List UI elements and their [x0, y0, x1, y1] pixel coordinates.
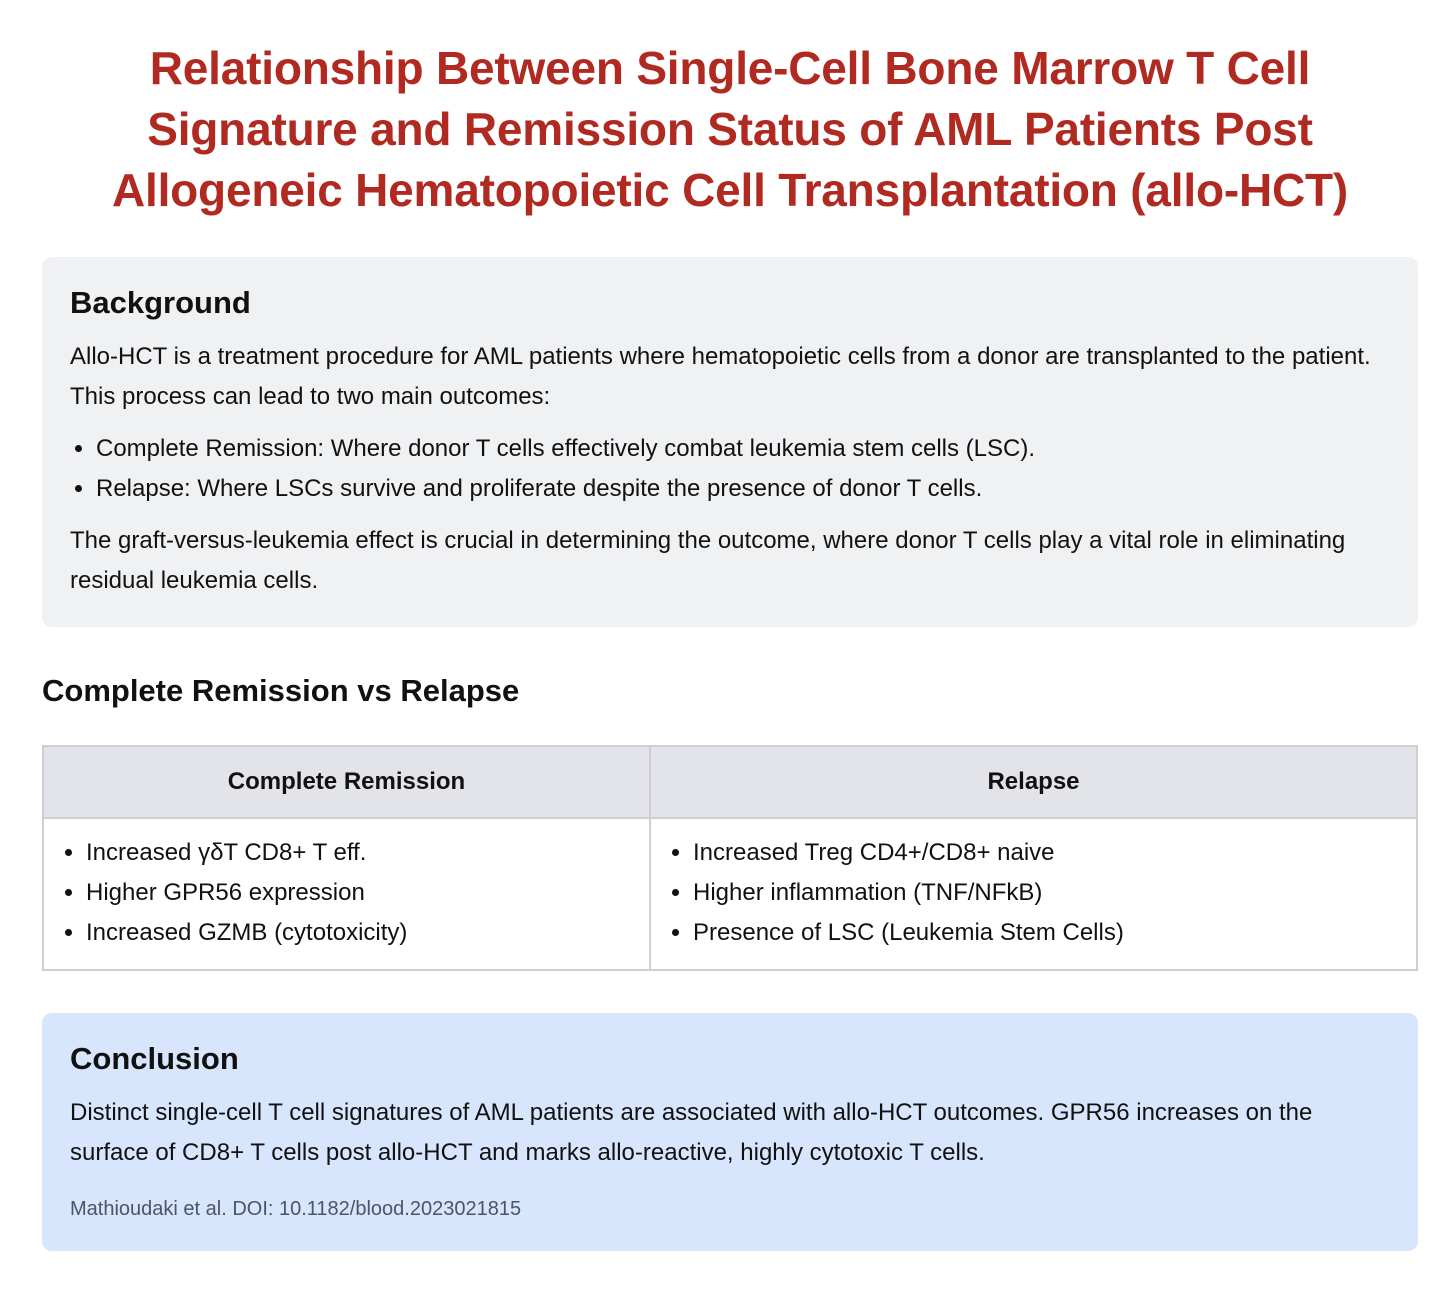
conclusion-heading: Conclusion: [70, 1041, 239, 1076]
remission-cell: [43, 818, 650, 970]
list-item: • Higher inflammation (TNF/NFkB): [693, 873, 1416, 913]
table-header-row: [43, 746, 1417, 818]
relapse-cell: [650, 818, 1417, 970]
relapse-list: [651, 833, 1416, 953]
list-item: • Increased GZMB (cytotoxicity): [86, 913, 649, 953]
remission-list: [44, 833, 649, 953]
citation: Mathioudaki et al. DOI: 10.1182/blood.2023021815: [70, 1198, 522, 1220]
outcome-item-remission: • Complete Remission: Where donor T cells effectively combat leukemia stem cells (LSC).: [96, 429, 1390, 469]
comparison-heading: Complete Remission vs Relapse: [42, 673, 520, 708]
outcome-item-relapse: • Relapse: Where LSCs survive and proliferate despite the presence of donor T cells.: [96, 469, 1390, 509]
column-header-relapse: Relapse: [650, 746, 1417, 818]
background-closing: The graft-versus-leukemia effect is crucial in determining the outcome, where donor T cells play a vital role in eliminating residual leukemia cells.: [70, 527, 1346, 594]
comparison-table: [42, 745, 1418, 971]
outcome-list: [70, 429, 1390, 509]
column-header-remission: Complete Remission: [43, 746, 650, 818]
list-item: • Increased Treg CD4+/CD8+ naive: [693, 833, 1416, 873]
background-intro: Allo-HCT is a treatment procedure for AML patients where hematopoietic cells from a donor are transplanted to the patient. This process can lead to two main outcomes:: [70, 343, 1371, 410]
list-item: • Increased γδT CD8+ T eff.: [86, 833, 649, 873]
page-title: Relationship Between Single-Cell Bone Marrow T Cell Signature and Remission Status of AML Patients Post Allogeneic Hematopoietic Cell Transplantation (allo-HCT): [111, 42, 1349, 216]
conclusion-text: Distinct single-cell T cell signatures of AML patients are associated with allo-HCT outcomes. GPR56 increases on the surface of CD8+ T cells post allo-HCT and marks allo-reactive, highly cytotoxic T cells.: [70, 1099, 1313, 1166]
list-item: • Presence of LSC (Leukemia Stem Cells): [693, 913, 1416, 953]
list-item: • Higher GPR56 expression: [86, 873, 649, 913]
background-heading: Background: [70, 285, 251, 320]
background-section: [42, 257, 1418, 627]
conclusion-section: [42, 1013, 1418, 1251]
table-row: [43, 818, 1417, 970]
